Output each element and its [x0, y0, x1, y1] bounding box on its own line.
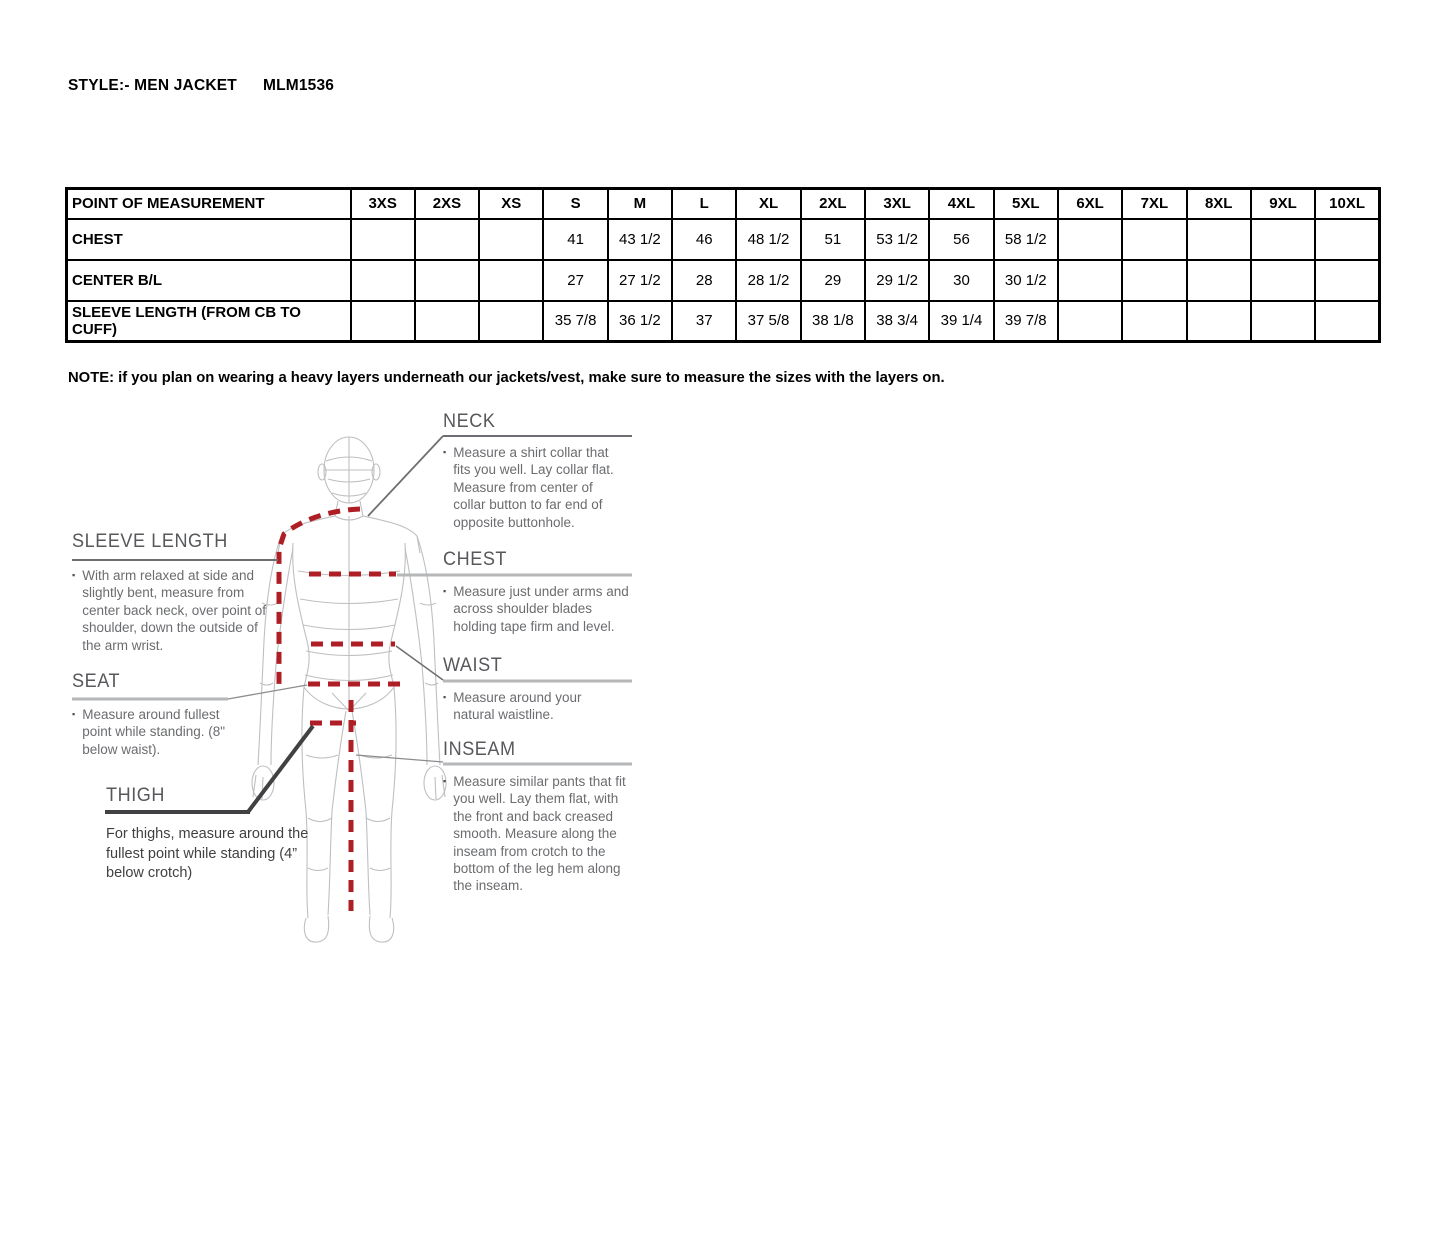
section-inseam-desc: [443, 773, 639, 895]
col-header-size-2xs: 2XS: [415, 189, 479, 219]
section-inseam: [443, 739, 519, 761]
size-value-cell: [1058, 260, 1122, 301]
size-value-cell: [351, 219, 415, 260]
size-value-cell: [479, 260, 543, 301]
size-value-cell: [351, 301, 415, 342]
size-value-cell: [415, 219, 479, 260]
size-value-cell: [1058, 219, 1122, 260]
size-value-cell: 30 1/2: [994, 260, 1058, 301]
col-header-size-l: L: [672, 189, 736, 219]
table-row: [67, 260, 1380, 301]
style-code: MLM1536: [262, 77, 335, 94]
section-heading-neck: NECK: [443, 411, 496, 432]
bullet-icon: ▪: [443, 447, 447, 457]
table-header-row: [67, 189, 1380, 219]
style-label: STYLE:- MEN JACKET: [68, 77, 237, 94]
section-heading-thigh: THIGH: [106, 785, 166, 806]
size-value-cell: 29 1/2: [865, 260, 929, 301]
section-seat: [72, 671, 123, 693]
seat-leader-line: [228, 685, 307, 699]
size-value-cell: [1315, 301, 1379, 342]
section-sleeve-length: [72, 531, 236, 553]
inseam-leader-line: [356, 755, 443, 762]
section-heading-sleeve-length: SLEEVE LENGTH: [72, 531, 228, 552]
col-header-size-5xl: 5XL: [994, 189, 1058, 219]
section-heading-seat: SEAT: [72, 671, 121, 692]
size-value-cell: 46: [672, 219, 736, 260]
section-thigh: [106, 785, 168, 807]
bullet-icon: ▪: [443, 776, 447, 786]
col-header-size-2xl: 2XL: [801, 189, 865, 219]
sleeve-description: With arm relaxed at side and slightly bent, measure from center back neck, over point of shoulder, down the outside of the arm wrist.: [82, 568, 267, 653]
size-value-cell: 39 1/4: [929, 301, 993, 342]
col-header-size-6xl: 6XL: [1058, 189, 1122, 219]
size-value-cell: [1122, 260, 1186, 301]
size-value-cell: [479, 301, 543, 342]
size-value-cell: 53 1/2: [865, 219, 929, 260]
size-value-cell: [1187, 260, 1251, 301]
col-header-size-8xl: 8XL: [1187, 189, 1251, 219]
size-value-cell: 28: [672, 260, 736, 301]
section-thigh-desc: [106, 825, 316, 884]
section-seat-desc: [72, 706, 250, 758]
size-value-cell: 37 5/8: [736, 301, 800, 342]
size-value-cell: 29: [801, 260, 865, 301]
section-waist-desc: [443, 689, 613, 724]
col-header-size-10xl: 10XL: [1315, 189, 1379, 219]
table-row: [67, 301, 1380, 342]
size-value-cell: 58 1/2: [994, 219, 1058, 260]
section-chest: [443, 549, 510, 571]
size-value-cell: 38 1/8: [801, 301, 865, 342]
waist-leader-line: [396, 646, 443, 680]
bullet-icon: ▪: [72, 570, 76, 580]
size-value-cell: 36 1/2: [608, 301, 672, 342]
neck-description: Measure a shirt collar that fits you well. Lay collar flat. Measure from center of collar button to far end of opposite buttonhole.: [453, 445, 614, 530]
thigh-description: For thighs, measure around the fullest point while standing (4” below crotch): [106, 826, 309, 882]
row-label: SLEEVE LENGTH (FROM CB TO CUFF): [67, 301, 351, 342]
inseam-description: Measure similar pants that fit you well. Lay them flat, with the front and back creased smooth. Measure along the inseam from crotch to the bottom of the leg hem along the inseam.: [453, 774, 626, 894]
table-row: [67, 219, 1380, 260]
size-value-cell: 27 1/2: [608, 260, 672, 301]
size-value-cell: 48 1/2: [736, 219, 800, 260]
size-value-cell: 51: [801, 219, 865, 260]
size-value-cell: 43 1/2: [608, 219, 672, 260]
section-sleeve-desc: [72, 567, 276, 654]
section-neck: [443, 411, 498, 433]
size-value-cell: [1058, 301, 1122, 342]
size-value-cell: 28 1/2: [736, 260, 800, 301]
size-value-cell: [415, 260, 479, 301]
section-heading-inseam: INSEAM: [443, 739, 516, 760]
size-value-cell: 27: [543, 260, 607, 301]
sleeve-measure-line: [279, 509, 360, 686]
seat-description: Measure around fullest point while standing. (8" below waist).: [82, 707, 226, 757]
chest-description: Measure just under arms and across shoulder blades holding tape firm and level.: [453, 584, 629, 634]
col-header-point-of-measurement: POINT OF MEASUREMENT: [67, 189, 351, 219]
size-value-cell: [1315, 219, 1379, 260]
size-value-cell: [1122, 301, 1186, 342]
col-header-size-7xl: 7XL: [1122, 189, 1186, 219]
bullet-icon: ▪: [443, 586, 447, 596]
size-value-cell: 37: [672, 301, 736, 342]
col-header-size-s: S: [543, 189, 607, 219]
section-chest-desc: [443, 583, 639, 635]
size-value-cell: 39 7/8: [994, 301, 1058, 342]
size-value-cell: [1187, 301, 1251, 342]
measurement-diagram: [60, 403, 980, 993]
col-header-size-4xl: 4XL: [929, 189, 993, 219]
waist-description: Measure around your natural waistline.: [453, 690, 582, 723]
note-text: NOTE: if you plan on wearing a heavy layers underneath our jackets/vest, make sure to measure the sizes with the layers on.: [68, 370, 945, 386]
section-heading-chest: CHEST: [443, 549, 508, 570]
size-value-cell: 56: [929, 219, 993, 260]
size-value-cell: [1251, 219, 1315, 260]
size-value-cell: [1187, 219, 1251, 260]
col-header-size-3xl: 3XL: [865, 189, 929, 219]
col-header-size-m: M: [608, 189, 672, 219]
size-value-cell: 30: [929, 260, 993, 301]
size-chart-table: [65, 187, 1381, 343]
row-label: CENTER B/L: [67, 260, 351, 301]
size-value-cell: [1251, 260, 1315, 301]
section-waist: [443, 655, 505, 677]
col-header-size-9xl: 9XL: [1251, 189, 1315, 219]
row-label: CHEST: [67, 219, 351, 260]
bullet-icon: ▪: [72, 709, 76, 719]
col-header-size-3xs: 3XS: [351, 189, 415, 219]
bullet-icon: ▪: [443, 692, 447, 702]
section-neck-desc: [443, 444, 631, 531]
size-value-cell: 35 7/8: [543, 301, 607, 342]
section-heading-waist: WAIST: [443, 655, 503, 676]
col-header-size-xl: XL: [736, 189, 800, 219]
size-value-cell: 41: [543, 219, 607, 260]
size-value-cell: [1122, 219, 1186, 260]
size-value-cell: [1315, 260, 1379, 301]
size-value-cell: [415, 301, 479, 342]
page-title: [68, 77, 334, 95]
size-value-cell: 38 3/4: [865, 301, 929, 342]
size-value-cell: [479, 219, 543, 260]
size-value-cell: [351, 260, 415, 301]
col-header-size-xs: XS: [479, 189, 543, 219]
size-value-cell: [1251, 301, 1315, 342]
